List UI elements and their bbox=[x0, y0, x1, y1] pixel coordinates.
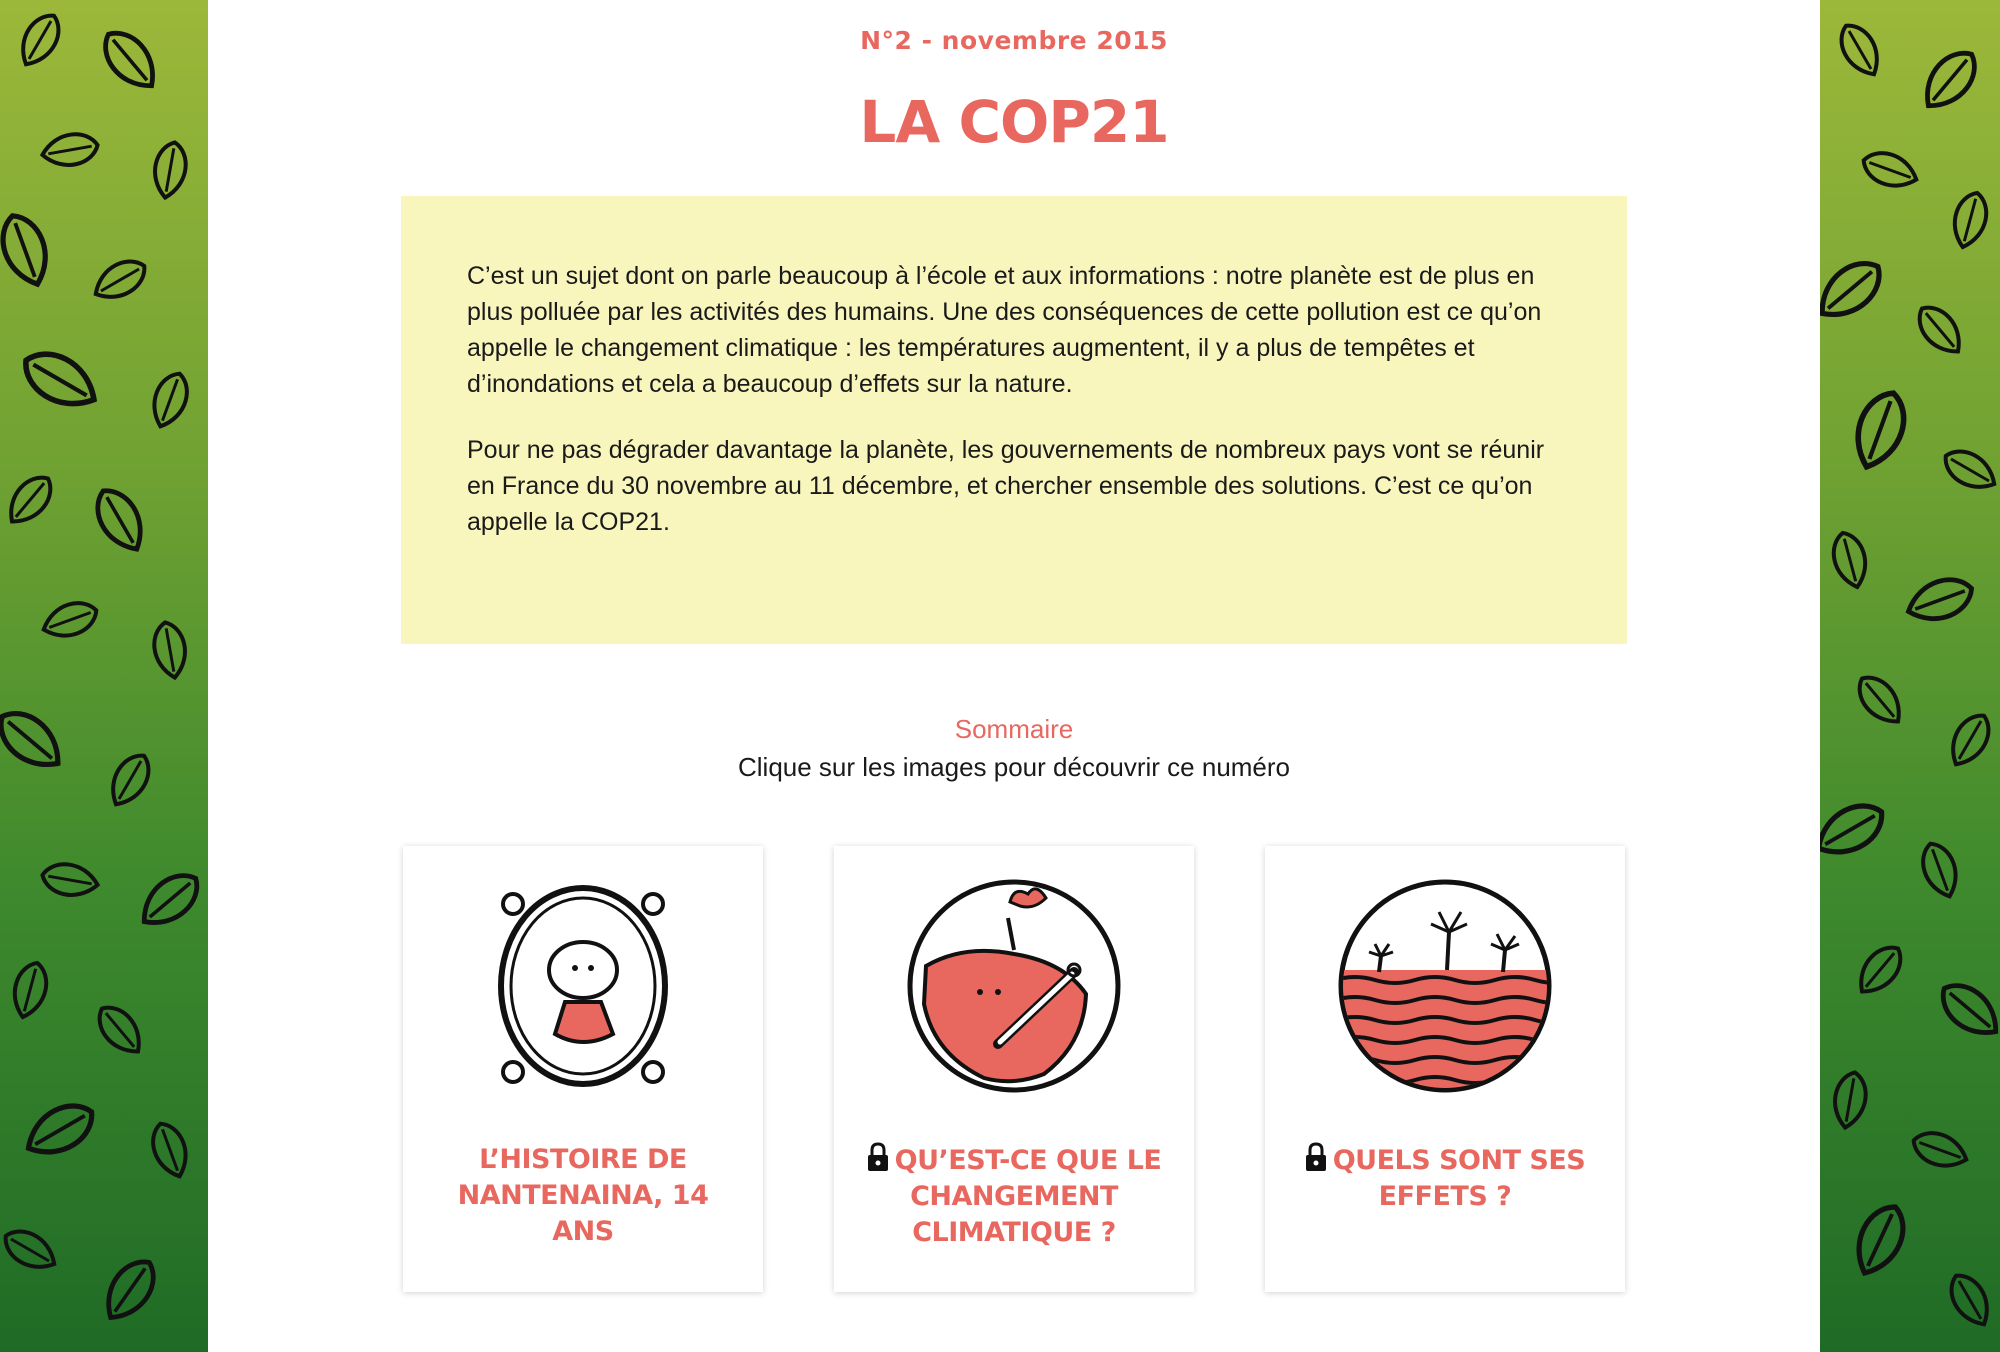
card-caption-text: QUELS SONT SES EFFETS ? bbox=[1332, 1145, 1586, 1212]
main-content bbox=[208, 0, 1820, 1352]
card-caption: L’HISTOIRE DE NANTENAINA, 14 ANS bbox=[457, 1144, 709, 1247]
card-story-nantenaina[interactable] bbox=[403, 846, 763, 1292]
card-caption bbox=[854, 1142, 1174, 1251]
child-in-frame-illustration bbox=[473, 874, 693, 1094]
issue-label: N°2 - novembre 2015 bbox=[860, 26, 1168, 55]
lock-icon bbox=[1305, 1142, 1327, 1172]
page-title: LA COP21 bbox=[859, 88, 1169, 156]
summary-subtitle: Clique sur les images pour découvrir ce numéro bbox=[737, 752, 1291, 782]
summary-heading: Sommaire bbox=[954, 714, 1074, 744]
sick-earth-thermometer-illustration bbox=[904, 874, 1124, 1094]
intro-paragraph: C’est un sujet dont on parle beaucoup à l’école et aux informations : notre planète est de plus en plus polluée par les activités des humains. Une des conséquences de cette pollution est ce qu’on appelle le changement climatique : les températures augmentent, il y a plus de tempêtes et d’inondations et cela a beaucoup d’effets sur la nature. bbox=[467, 262, 1542, 398]
flooded-islands-illustration bbox=[1335, 874, 1555, 1094]
card-climate-change[interactable] bbox=[834, 846, 1194, 1292]
lock-icon bbox=[867, 1142, 889, 1172]
intro-box bbox=[401, 196, 1627, 644]
card-caption-text: QU’EST-CE QUE LE CHANGEMENT CLIMATIQUE ? bbox=[894, 1145, 1162, 1248]
card-effects[interactable] bbox=[1265, 846, 1625, 1292]
card-caption bbox=[1285, 1142, 1605, 1215]
leaf-pattern-right bbox=[1820, 0, 2000, 1352]
leaf-pattern-left bbox=[0, 0, 208, 1352]
intro-paragraph: Pour ne pas dégrader davantage la planète, les gouvernements de nombreux pays vont se réunir en France du 30 novembre au 11 décembre, et chercher ensemble des solutions. C’est ce qu’on appelle la COP21. bbox=[467, 436, 1545, 536]
